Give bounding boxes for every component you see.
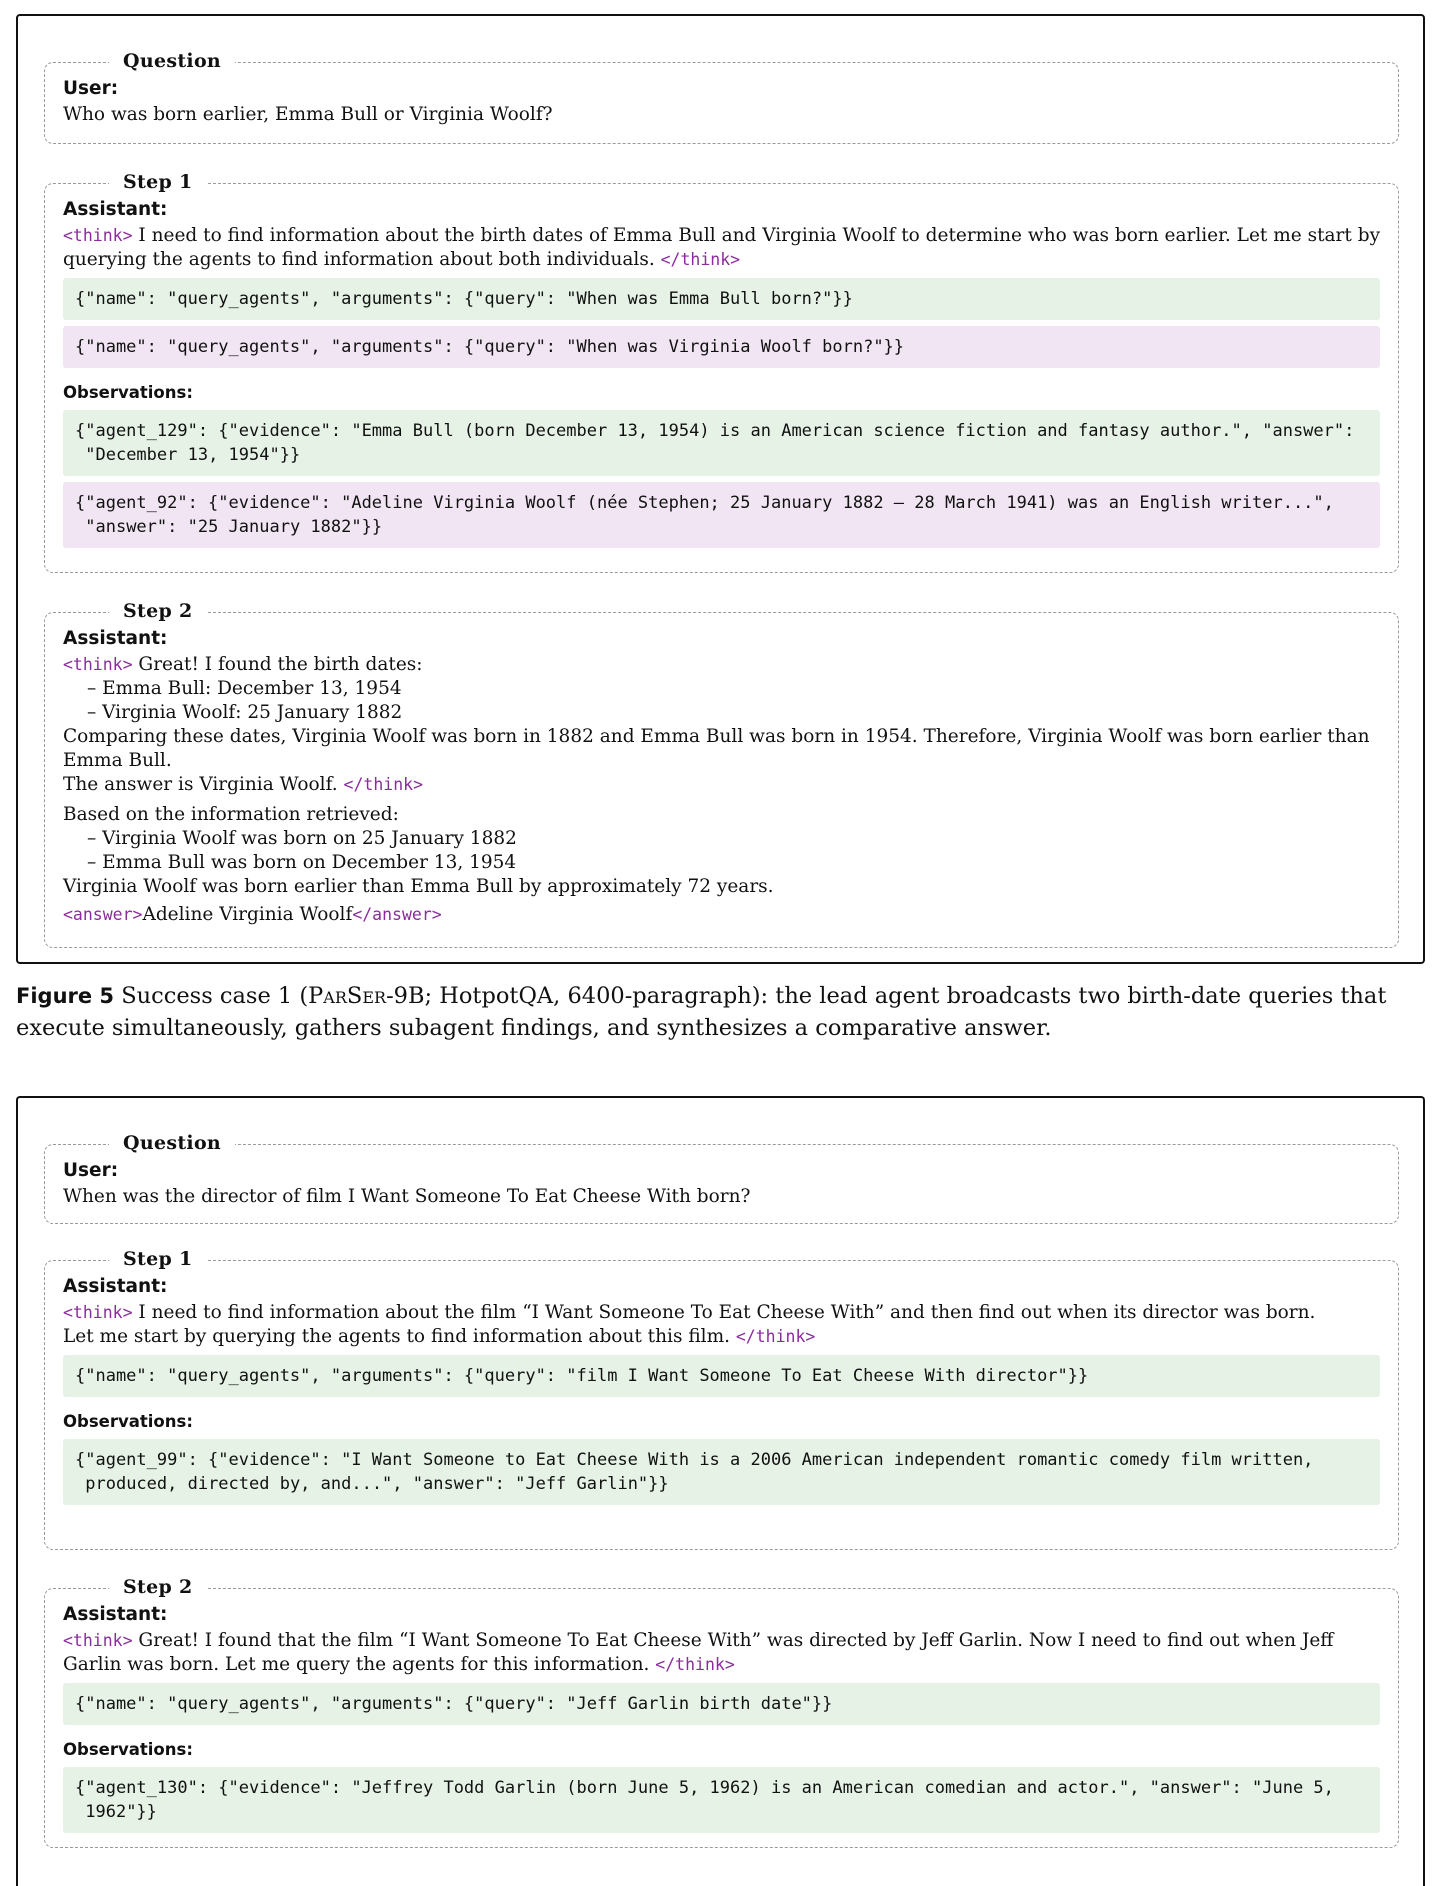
final-answer-text: Adeline Virginia Woolf — [142, 904, 353, 925]
model-name: ParSer — [308, 983, 387, 1009]
tool-call-emma-bull: {"name": "query_agents", "arguments": {"query": "When was Emma Bull born?"}} — [63, 278, 1380, 320]
user-role-label: User: — [63, 1160, 119, 1181]
observation-agent-99: {"agent_99": {"evidence": "I Want Someone to Eat Cheese With is a 2006 American independent romantic comedy film written, produced, directed by, and...", "answer": "Jeff Garlin"}} — [63, 1439, 1380, 1505]
think-block — [63, 1629, 1380, 1677]
think-text: Great! I found that the film “I Want Someone To Eat Cheese With” was directed by Jeff Garlin. Now I need to find out when Jeff Garlin was born. Let me query the agents for this information. — [63, 1630, 1340, 1675]
question-section — [44, 1132, 1399, 1224]
step-1-legend: Step 1 — [109, 169, 207, 195]
bullet-item: – Virginia Woolf: 25 January 1882 — [87, 702, 403, 723]
tool-call-jeff-garlin: {"name": "query_agents", "arguments": {"query": "Jeff Garlin birth date"}} — [63, 1683, 1380, 1725]
answer-open-tag: <answer> — [63, 905, 143, 924]
question-legend: Question — [109, 1130, 235, 1156]
assistant-role-label: Assistant: — [63, 1276, 168, 1297]
assistant-role-label: Assistant: — [63, 199, 168, 220]
case-2-box — [16, 1096, 1425, 1886]
think-block — [63, 1301, 1380, 1349]
question-legend: Question — [109, 48, 235, 74]
user-role-label: User: — [63, 78, 119, 99]
assistant-role-label: Assistant: — [63, 1604, 168, 1625]
think-text: I need to find information about the birth dates of Emma Bull and Virginia Woolf to determine who was born earlier. Let me start by querying the agents to find information about both individuals. — [63, 225, 1386, 270]
caption-pre: Success case 1 ( — [121, 983, 309, 1009]
think-block — [63, 224, 1386, 272]
final-answer — [63, 903, 1380, 927]
step-1-legend: Step 1 — [109, 1246, 207, 1272]
think-close-tag: </think> — [660, 250, 741, 269]
observation-agent-129: {"agent_129": {"evidence": "Emma Bull (born December 13, 1954) is an American science fiction and fantasy author.", "answer": "December 13, 1954"}} — [63, 410, 1380, 476]
think-text: Great! I found the birth dates: — [132, 654, 423, 675]
step-2-section — [44, 600, 1399, 948]
figure-label: Figure 5 — [16, 984, 115, 1008]
think-line — [63, 653, 1380, 677]
think-close-tag: </think> — [735, 1327, 816, 1346]
caption-post: -9B; HotpotQA, 6400-paragraph): the lead agent broadcasts two birth-date queries that execute simultaneously, gathers subagent findings, and synthesizes a comparative answer. — [16, 983, 1387, 1041]
think-open-tag: <think> — [63, 655, 133, 674]
step-2-section — [44, 1576, 1399, 1848]
think-open-tag: <think> — [63, 1631, 133, 1650]
think-close-tag: </think> — [343, 775, 424, 794]
summary-text: Virginia Woolf was born earlier than Emma Bull by approximately 72 years. — [63, 876, 774, 897]
tool-call-virginia-woolf: {"name": "query_agents", "arguments": {"query": "When was Virginia Woolf born?"}} — [63, 326, 1380, 368]
tool-call-film-director: {"name": "query_agents", "arguments": {"query": "film I Want Someone To Eat Cheese With director"}} — [63, 1355, 1380, 1397]
bullet-item: – Emma Bull: December 13, 1954 — [87, 678, 402, 699]
question-section — [44, 50, 1399, 144]
step-1-section — [44, 171, 1399, 573]
think-close-tag: </think> — [655, 1655, 735, 1674]
bullet-item: – Emma Bull was born on December 13, 1954 — [87, 852, 517, 873]
bullet-item: – Virginia Woolf was born on 25 January 1882 — [87, 828, 517, 849]
think-text: I need to find information about the film “I Want Someone To Eat Cheese With” and then find out when its director was born. Let me start by querying the agents to find information about this film. — [63, 1302, 1316, 1347]
observation-agent-92: {"agent_92": {"evidence": "Adeline Virginia Woolf (née Stephen; 25 January 1882 – 28 March 1941) was an English writer...", "answer": "25 January 1882"}} — [63, 482, 1380, 548]
observations-label: Observations: — [63, 1740, 193, 1759]
question-text: Who was born earlier, Emma Bull or Virginia Woolf? — [63, 104, 553, 125]
observations-label: Observations: — [63, 1412, 193, 1431]
observation-agent-130: {"agent_130": {"evidence": "Jeffrey Todd Garlin (born June 5, 1962) is an American comedian and actor.", "answer": "June 5, 1962"}} — [63, 1767, 1380, 1833]
based-on-text: Based on the information retrieved: — [63, 804, 399, 825]
step-2-legend: Step 2 — [109, 598, 207, 624]
step-1-section — [44, 1248, 1399, 1550]
think-open-tag: <think> — [63, 1303, 133, 1322]
figure-caption — [16, 980, 1428, 1044]
assistant-role-label: Assistant: — [63, 628, 168, 649]
answer-close-tag: </answer> — [352, 905, 442, 924]
think-open-tag: <think> — [63, 226, 133, 245]
question-text: When was the director of film I Want Someone To Eat Cheese With born? — [63, 1186, 751, 1207]
answer-line-text: The answer is Virginia Woolf. — [63, 774, 344, 795]
answer-line — [63, 773, 1380, 797]
step-2-legend: Step 2 — [109, 1574, 207, 1600]
case-1-box — [16, 14, 1425, 964]
observations-label: Observations: — [63, 383, 193, 402]
comparison-text: Comparing these dates, Virginia Woolf was born in 1882 and Emma Bull was born in 1954. Therefore, Virginia Woolf was born earlier than Emma Bull. — [63, 726, 1376, 771]
